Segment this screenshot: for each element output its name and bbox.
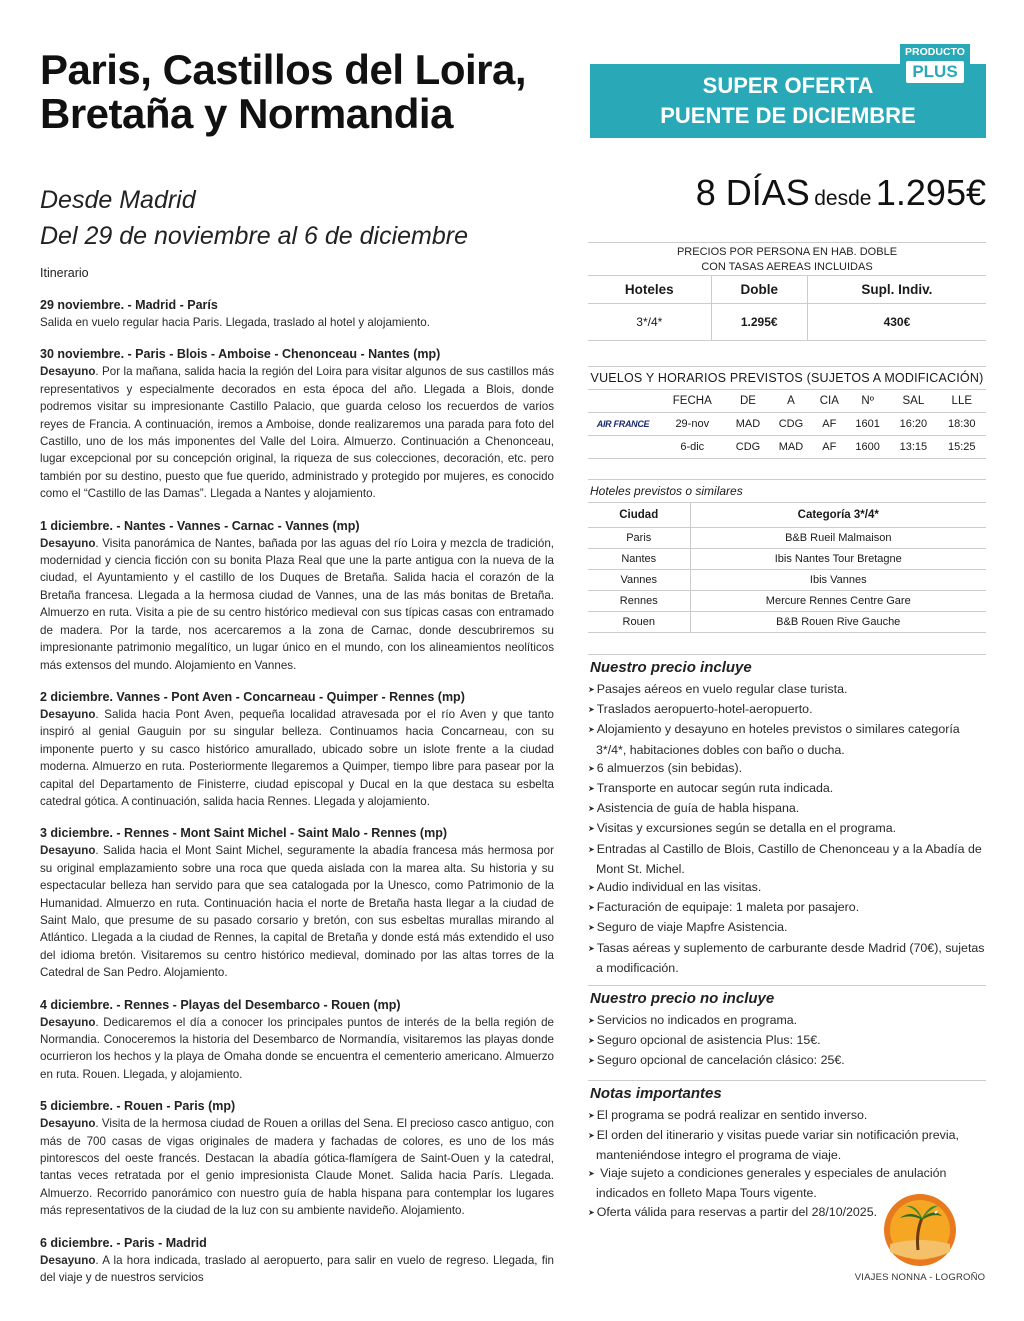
day-description (40, 1115, 554, 1219)
hotels-block (588, 479, 986, 633)
trip-dates: Del 29 de noviembre al 6 de diciembre (40, 222, 469, 250)
list-item: ➤ Audio individual en las visitas. (588, 878, 986, 898)
price-header-line-2: CON TASAS AEREAS INCLUIDAS (701, 261, 873, 273)
notes-title: Notas importantes (588, 1080, 986, 1104)
col-categoria: Categoría 3*/4* (690, 503, 986, 528)
list-item: ➤ Asistencia de guía de habla hispana. (588, 799, 986, 819)
hotels-header: Hoteles previstos o similares (588, 479, 986, 502)
list-item: ➤ Tasas aéreas y suplemento de carburante desde Madrid (70€), sujetas a modificación. (588, 939, 986, 977)
flight-carrier: AF (812, 436, 846, 459)
itinerary-day (40, 1234, 554, 1287)
flight-number: 1600 (846, 436, 889, 459)
hotels-table (588, 502, 986, 633)
list-item: ➤ Servicios no indicados en programa. (588, 1011, 986, 1031)
day-title: 3 diciembre. - Rennes - Mont Saint Michel - Saint Malo - Rennes (mp) (40, 826, 447, 841)
price-line (588, 172, 986, 214)
day-lead: Desayuno (40, 1253, 96, 1267)
list-item: ➤ El orden del itinerario y visitas puede variar sin notificación previa, manteniéndose integro el programa de viaje. (588, 1126, 986, 1164)
from-label: desde (814, 187, 872, 210)
offer-line-2: PUENTE DE DICIEMBRE (660, 103, 916, 128)
col-cia: CIA (812, 390, 846, 413)
col-lle: LLE (938, 390, 986, 413)
day-lead: Desayuno (40, 365, 96, 379)
col-sal: SAL (889, 390, 937, 413)
hotel-row (588, 570, 986, 591)
hotel-name: Mercure Rennes Centre Gare (690, 591, 986, 612)
list-item: ➤ Transporte en autocar según ruta indicada. (588, 779, 986, 799)
cell-category: 3*/4* (588, 304, 711, 341)
flight-number: 1601 (846, 413, 889, 436)
day-title: 5 diciembre. - Rouen - Paris (mp) (40, 1099, 236, 1114)
list-item: ➤ Facturación de equipaje: 1 maleta por pasajero. (588, 898, 986, 918)
conditions-block (588, 654, 986, 1223)
itinerary-day (40, 824, 554, 981)
day-text: . Salida hacia el Mont Saint Michel, seguramente la abadía francesa más hermosa por su original emplazamiento sobre una roca que queda aislada con la marea alta. Su historia y su espectacular belleza han servido para que sea catalogada por la Unesco, como Patrimonio de la Humanidad. Almuerzo en ruta. Continuación hacia el norte de Bretaña hasta llegar a la ciudad de Saint Malo, que presume de su pasado corsario y bretón, con sus esbeltas murallas mirando al Atlántico. Llegada a la ciudad de Rennes, la capital de Bretaña y donde está más extendido el uso del idioma bretón. Visitaremos su centro histórico medieval, dominado por las altas torres de la Catedral de San Pedro. Alojamiento. (40, 844, 554, 980)
day-lead: Desayuno (40, 1015, 96, 1029)
hotel-city: Rouen (588, 612, 690, 633)
includes-title: Nuestro precio incluye (588, 654, 986, 678)
day-description (40, 535, 554, 674)
flight-row (588, 413, 986, 436)
day-lead: Desayuno (40, 707, 96, 721)
list-item: ➤ Traslados aeropuerto-hotel-aeropuerto. (588, 700, 986, 720)
day-description (40, 1014, 554, 1084)
days-count: 8 DÍAS (695, 172, 810, 213)
departure-city: Desde Madrid (40, 186, 196, 214)
badge-plus-text: PLUS (906, 61, 964, 83)
agency-logo (850, 1192, 990, 1283)
col-doble: Doble (711, 276, 807, 304)
day-title: 30 noviembre. - Paris - Blois - Amboise - Chenonceau - Nantes (mp) (40, 347, 441, 362)
excludes-title: Nuestro precio no incluye (588, 985, 986, 1009)
list-item: ➤ Alojamiento y desayuno en hoteles previstos o similares categoría 3*/4*, habitaciones dobles con baño o ducha. (588, 720, 986, 758)
list-item: ➤ El programa se podrá realizar en sentido inverso. (588, 1106, 986, 1126)
hotels-head-row (588, 503, 986, 528)
day-lead: Desayuno (40, 536, 96, 550)
day-description (40, 1252, 554, 1287)
air-france-logo: AIR FRANCE (596, 419, 650, 429)
flight-to: MAD (769, 436, 812, 459)
hotel-city: Nantes (588, 549, 690, 570)
itinerary-day (40, 688, 554, 810)
page-title (40, 48, 554, 136)
col-a: A (769, 390, 812, 413)
hotel-name: B&B Rouen Rive Gauche (690, 612, 986, 633)
day-description (40, 842, 554, 981)
itinerary-day (40, 345, 554, 502)
day-lead: Desayuno (40, 844, 96, 858)
price-table (588, 275, 986, 341)
col-numero: Nº (846, 390, 889, 413)
flights-block (588, 366, 986, 459)
itinerary-label: Itinerario (40, 266, 89, 280)
hotel-city: Paris (588, 528, 690, 549)
airline-logo (588, 413, 658, 436)
airline-logo-cell (588, 390, 658, 413)
hotel-row (588, 612, 986, 633)
airline-logo-empty (588, 436, 658, 459)
hotel-name: Ibis Nantes Tour Bretagne (690, 549, 986, 570)
day-description (40, 363, 554, 502)
flight-from: CDG (727, 436, 770, 459)
day-text: . Dedicaremos el día a conocer los principales puntos de interés de la bella región de Normandia. Conoceremos la historia del Desembarco de Normandía, visitaremos las playas donde ocurrieron los hechos y la playa de Omaha donde se encuentra el cementerio americano. Almuerzo en ruta. Rouen. Llegada, y alojamiento. (40, 1015, 554, 1081)
flights-table (588, 390, 986, 459)
day-lead: Desayuno (40, 1117, 96, 1131)
itinerary-column (40, 48, 554, 1286)
day-text: . Visita panorámica de Nantes, bañada por las aguas del río Loira y mezcla de tradición, modernidad y ciencia ficción con su bonita Plaza Real que une la parte antigua con la nueva de la ciudad, el Ayuntamiento y el castillo de los Duques de Bretaña. Salida hacia el corazón de la Bretaña francesa. Llegada a la hermosa ciudad de Vannes, una de las más bonitas de Bretaña. Almuerzo en ruta. Visita a pie de su centro histórico medieval con sus típicas casas con entramado de madera. Por la tarde, nos acercaremos a la zona de Carnac, donde descubriremos su impresionante patrimonio megalítico, un lugar único en el mundo, con los alineamientos neolíticos más extensos del mundo. Alojamiento en Vannes. (40, 536, 554, 672)
col-ciudad: Ciudad (588, 503, 690, 528)
hotel-name: Ibis Vannes (690, 570, 986, 591)
cell-double-price: 1.295€ (711, 304, 807, 341)
hotel-row (588, 549, 986, 570)
list-item: ➤ Entradas al Castillo de Blois, Castillo de Chenonceau y a la Abadía de Mont St. Michel. (588, 840, 986, 878)
col-supl-indiv: Supl. Indiv. (807, 276, 986, 304)
list-item: ➤ Seguro opcional de cancelación clásico: 25€. (588, 1051, 986, 1071)
excludes-list (588, 1009, 986, 1072)
day-title: 2 diciembre. Vannes - Pont Aven - Concarneau - Quimper - Rennes (mp) (40, 689, 465, 704)
flight-departure: 16:20 (889, 413, 937, 436)
title-line-1: Paris, Castillos del Loira, (40, 46, 527, 93)
flight-to: CDG (769, 413, 812, 436)
flight-from: MAD (727, 413, 770, 436)
day-text: . Visita de la hermosa ciudad de Rouen a orillas del Sena. El precioso casco antiguo, con más de 700 casas de vigas originales de madera y fachadas de colores, es uno de los más pintorescos del oeste francés. Destacan la abadía gótica-flamígera de Saint-Ouen y la catedral, tantas veces retratada por el genio impresionista Claude Monet. Salida hacia París. Llegada. Almuerzo. Recorrido panorámico con nuestro guía de habla hispana para contemplar los lugares más representativos de la ciudad de la luz con su ambiente navideño. Alojamiento. (40, 1117, 554, 1218)
hotels-rows (588, 528, 986, 633)
itinerary-day (40, 517, 554, 674)
col-hoteles: Hoteles (588, 276, 711, 304)
day-text: . Por la mañana, salida hacia la región del Loira para visitar algunos de sus castillos más representativos y especialmente decorados en esta época del año. Llegada a Blois, donde podremos visitar su impresionante Castillo Palacio, que guarda celoso los recuerdos de varios reyes de Francia. A continuación, iremos a Amboise, donde realizaremos una parada para foto del Castillo, uno de los más imponentes del Valle del Loira. Almuerzo. Continuación a Chenonceau, lugar excepcional por su concepción original, la riqueza de sus colecciones, decoración, etc. pero también por su destino, puesto que fue querido, administrado y protegido por mujeres, es conocido como el “Castillo de las Damas”. Llegada a Nantes y alojamiento. (40, 365, 554, 501)
trip-subtitle (40, 182, 554, 254)
flight-arrival: 18:30 (938, 413, 986, 436)
day-title: 4 diciembre. - Rennes - Playas del Desembarco - Rouen (mp) (40, 997, 401, 1012)
itinerary-day (40, 296, 554, 331)
price-table-header (588, 242, 986, 275)
day-title: 6 diciembre. - Paris - Madrid (40, 1235, 207, 1250)
flight-date: 29-nov (658, 413, 727, 436)
itinerary-days (40, 296, 554, 1286)
col-fecha: FECHA (658, 390, 727, 413)
price-table-head-row (588, 276, 986, 304)
hotel-name: B&B Rueil Malmaison (690, 528, 986, 549)
day-text: Salida en vuelo regular hacia Paris. Llegada, traslado al hotel y alojamiento. (40, 316, 430, 329)
list-item: ➤ Pasajes aéreos en vuelo regular clase turista. (588, 680, 986, 700)
agency-name: VIAJES NONNA - LOGROÑO (854, 1272, 986, 1283)
flight-departure: 13:15 (889, 436, 937, 459)
list-item: ➤ Oferta válida para reservas a partir del 28/10/2025. (588, 1203, 986, 1223)
price-header-line-1: PRECIOS POR PERSONA EN HAB. DOBLE (676, 246, 898, 258)
badge-top-text: PRODUCTO (905, 46, 965, 58)
list-item: ➤ Seguro opcional de asistencia Plus: 15€. (588, 1031, 986, 1051)
hotel-city: Vannes (588, 570, 690, 591)
day-text: . Salida hacia Pont Aven, pequeña localidad atravesada por el río Aven y que tanto inspiró al genial Gauguin por su singular belleza. Continuamos hacia Concarneau, con su imponente puerto y su casco histórico amurallado, ubicado sobre un islote frente a la ciudad moderna. Almuerzo en ruta. Posteriormente llegaremos a Quimper, tiempo libre para pasear por la capital del Departamento de Finisterre, ciudad episcopal y Ducal en la que destaca su esbelta catedral gótica. A continuación, salida hacia Rennes. Llegada y alojamiento. (40, 707, 554, 808)
day-title: 29 noviembre. - Madrid - París (40, 298, 218, 312)
day-title: 1 diciembre. - Nantes - Vannes - Carnac - Vannes (mp) (40, 518, 360, 533)
list-item: ➤ Viaje sujeto a condiciones generales y especiales de anulación indicados en folleto Mapa Tours vigente. (588, 1164, 986, 1202)
cell-single-supplement: 430€ (807, 304, 986, 341)
price-table-block (588, 242, 986, 341)
itinerary-day (40, 996, 554, 1084)
flights-header: VUELOS Y HORARIOS PREVISTOS (SUJETOS A MODIFICACIÓN) (588, 366, 986, 390)
hotel-row (588, 591, 986, 612)
flights-head-row (588, 390, 986, 413)
day-description (40, 314, 554, 331)
offer-line-1: SUPER OFERTA (702, 73, 874, 98)
list-item: ➤ Visitas y excursiones según se detalla en el programa. (588, 819, 986, 839)
day-description (40, 706, 554, 810)
day-text: . A la hora indicada, traslado al aeropuerto, para salir en vuelo de regreso. Llegada, fin del viaje y de nuestros servicios (40, 1253, 554, 1285)
flight-arrival: 15:25 (938, 436, 986, 459)
hotel-row (588, 528, 986, 549)
itinerary-day (40, 1097, 554, 1219)
title-line-2: Bretaña y Normandia (40, 90, 453, 137)
palm-sunset-icon (882, 1192, 958, 1268)
col-de: DE (727, 390, 770, 413)
includes-list (588, 678, 986, 977)
hotel-city: Rennes (588, 591, 690, 612)
producto-plus-badge (900, 44, 970, 88)
flight-carrier: AF (812, 413, 846, 436)
price-value: 1.295€ (875, 172, 986, 213)
list-item: ➤ Seguro de viaje Mapfre Asistencia. (588, 918, 986, 938)
flight-date: 6-dic (658, 436, 727, 459)
flight-row (588, 436, 986, 459)
price-table-row (588, 304, 986, 341)
list-item: ➤ 6 almuerzos (sin bebidas). (588, 759, 986, 779)
